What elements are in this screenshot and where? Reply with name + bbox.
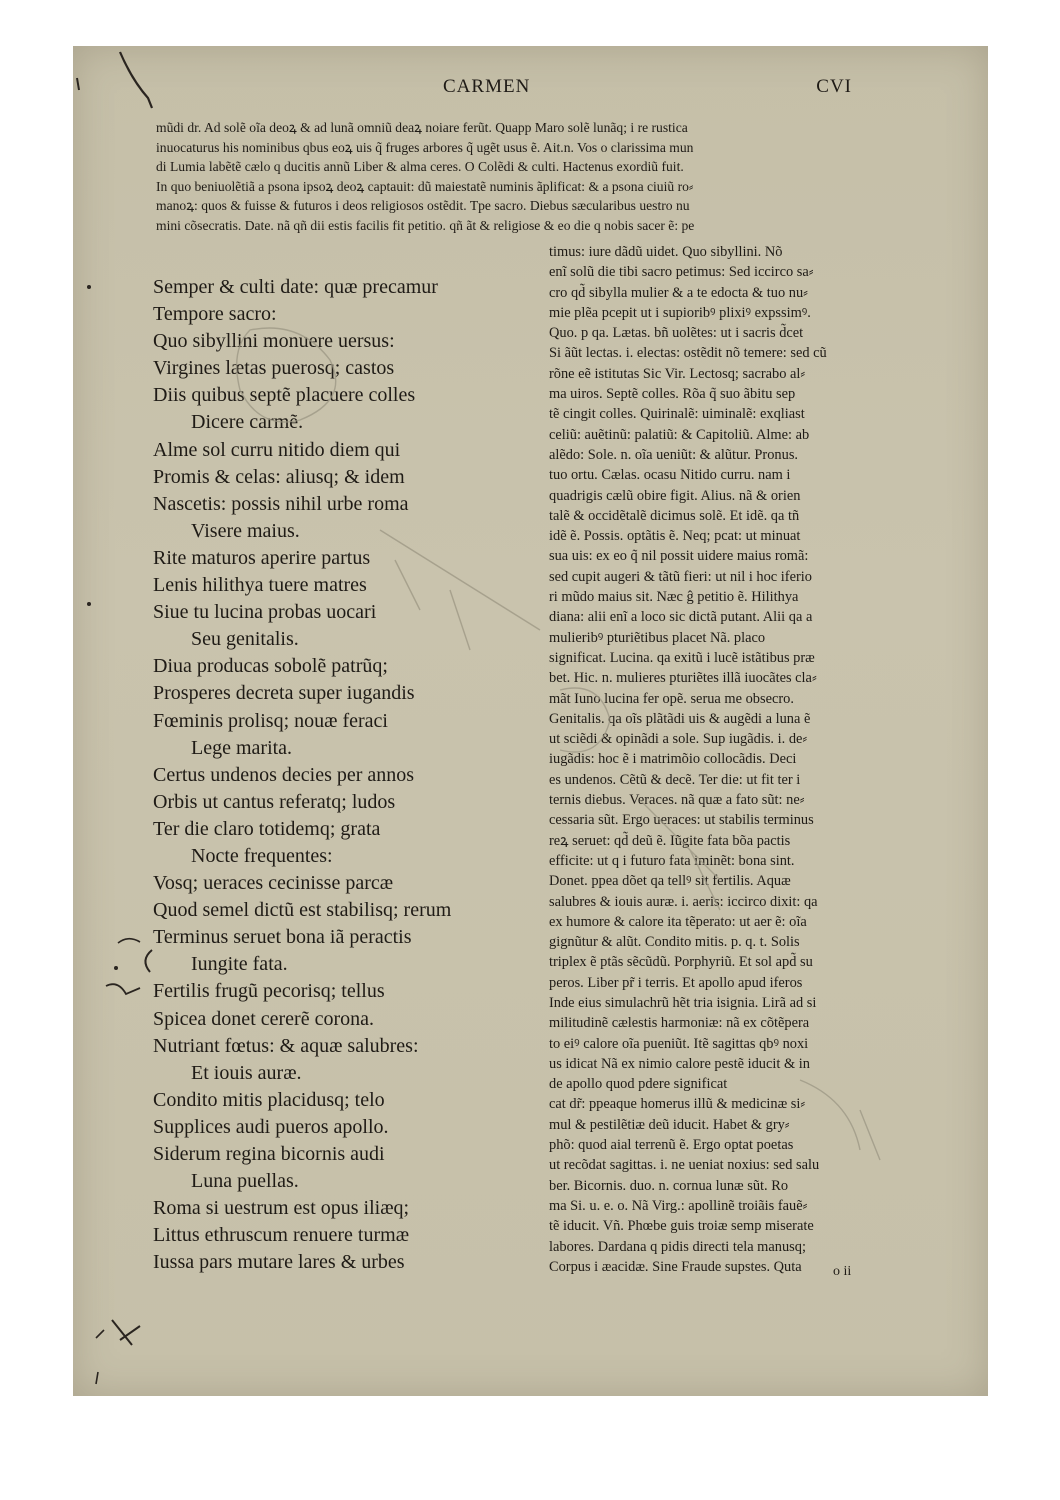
text-line: mini cõsecratis. Date. nã qñ dii estis facilis fit petitio. qñ ãt & religiose & eo die q nobis sacer ẽ: pe — [156, 217, 695, 233]
text-line: In quo beniuolẽtiã a psona ipsoꝝ deoꝝ captauit: dũ maiestatẽ numinis ãplificat: & a psona ciuiũ ro⸗ — [156, 178, 694, 194]
signature-mark: o ii — [833, 1264, 852, 1279]
commentary-line: reꝝ seruet: qd̃ deũ ẽ. Iũgite fata bõa pactis — [549, 832, 791, 849]
commentary-line: ternis diebus. Veraces. nã quæ a fato sũt: ne⸗ — [549, 792, 805, 809]
poem-line: Fertilis frugũ pecorisq; tellus — [153, 980, 385, 1003]
commentary-line: Donet. ppea dõet qa tellꝰ sit fertilis. Aquæ — [549, 873, 791, 890]
commentary-line: peros. Liber pr̃ i terris. Et apollo apud iferos — [549, 974, 803, 991]
commentary-line: labores. Dardana q pidis directi tela manusq; — [549, 1238, 806, 1255]
commentary-line: significat. Lucina. qa exitũ i lucẽ istãtibus præ — [549, 649, 815, 666]
commentary-column — [549, 242, 894, 1277]
commentary-line: tuo ortu. Cælas. ocasu Nitido curru. nam i — [549, 467, 791, 484]
commentary-line: mãt Iuno lucina fer opẽ. serua me obsecro. — [549, 690, 794, 707]
commentary-line: gignũtur & alũt. Condito mitis. p. q. t. Solis — [549, 934, 800, 951]
commentary-line: es undenos. Cẽtũ & decẽ. Ter die: ut fit ter i — [549, 771, 801, 788]
commentary-line: mie plẽa pcepit ut i supioribꝰ plixiꝰ expssimꝰ. — [549, 304, 811, 321]
commentary-line: ber. Bicornis. duo. n. cornua lunæ sũt. Ro — [549, 1177, 789, 1194]
folio-number: CVI — [816, 76, 852, 97]
poem-line: Semper & culti date: quæ precamur — [153, 276, 438, 298]
commentary-line: cessaria sũt. Ergo ueraces: ut stabilis terminus — [549, 812, 814, 829]
commentary-line: to eiꝰ calore oĩa pueniũt. Itẽ sagittas qbꝰ noxi — [549, 1035, 809, 1052]
commentary-line: diana: alii enĩ a loco sic dictã putant. Alii qa a — [549, 609, 813, 626]
commentary-line: quadrigis cælũ obire figit. Alius. nã & orien — [549, 487, 801, 504]
poem-line: Orbis ut cantus referatq; ludos — [153, 790, 396, 813]
poem-line: Lenis hilithya tuere matres — [153, 574, 367, 597]
commentary-line: Corpus i æacidæ. Sine Fraude supstes. Quta — [549, 1258, 802, 1275]
poem-line: Condito mitis placidusq; telo — [153, 1088, 385, 1111]
poem-line: Alme sol curru nitido diem qui — [153, 438, 401, 461]
manuscript-page — [73, 46, 988, 1396]
poem-line: Rite maturos aperire partus — [153, 546, 371, 569]
poem-line: Dicere carmẽ. — [191, 411, 304, 434]
top-commentary-block — [156, 118, 896, 236]
commentary-line: militudinẽ cælestis harmoniæ: nã ex cõtẽpera — [549, 1015, 810, 1032]
poem-line: Nascetis: possis nihil urbe roma — [153, 492, 409, 515]
commentary-line: idẽ ẽ. Possis. optãtis ẽ. Neq; pcat: ut minuat — [549, 528, 801, 545]
poem-line: Certus undenos decies per annos — [153, 763, 415, 786]
commentary-line: mul & pestilẽtiæ deũ iducit. Habet & gry⸗ — [549, 1116, 790, 1133]
commentary-line: timus: iure dãdũ uidet. Quo sibyllini. Nõ — [549, 244, 783, 260]
poem-line: Tempore sacro: — [153, 303, 277, 326]
poem-line: Iungite fata. — [191, 953, 288, 976]
commentary-line: efficite: ut q i futuro fata iminẽt: bona sint. — [549, 852, 795, 869]
commentary-line: ma Si. u. e. o. Nã Virg.: apollinẽ troiãis fauẽ⸗ — [549, 1197, 808, 1214]
commentary-line: enĩ solũ die tibi sacro petimus: Sed iccirco sa⸗ — [549, 264, 814, 281]
poem-line: Ter die claro totidemq; grata — [153, 817, 381, 840]
poem-line: Visere maius. — [191, 519, 300, 542]
poem-line: Spicea donet cererẽ corona. — [153, 1007, 374, 1030]
poem-line: Littus ethruscum renuere turmæ — [153, 1224, 410, 1247]
commentary-line: rõne eẽ istitutas Sic Vir. Lectosq; sacrabo al⸗ — [549, 365, 806, 382]
commentary-line: celiũ: auẽtinũ: palatiũ: & Capitoliũ. Alme: ab — [549, 426, 810, 443]
commentary-line: cro qd̃ sibylla mulier & a te edocta & tuo nu⸗ — [549, 284, 808, 301]
poem-line: Vosq; ueraces cecinisse parcæ — [153, 872, 394, 895]
poem-line: Quod semel dictũ est stabilisq; rerum — [153, 899, 452, 922]
poem-line: Et iouis auræ. — [191, 1061, 302, 1084]
commentary-line: Inde eius simulachrũ hẽt tria isignia. Lirã ad si — [549, 994, 817, 1011]
poem-line: Luna puellas. — [191, 1170, 299, 1193]
commentary-line: ri mũdo maius sit. Næc ĝ petitio ẽ. Hilithya — [549, 589, 799, 606]
commentary-line: ut sciẽdi & opinãdi a sole. Sup iugãdis. i. de⸗ — [549, 731, 808, 748]
text-line: manoꝝ: quos & fuisse & futuros i deos religiosos ostẽdit. Tpe sacro. Diebus sæcularibus uestro nu — [156, 198, 690, 214]
poem-line: Virgines lætas puerosq; castos — [153, 357, 395, 380]
commentary-line: Si ãũt lectas. i. electas: ostẽdit nõ temere: sed cũ — [549, 345, 827, 362]
text-line: mũdi dr. Ad solẽ oĩa deoꝝ & ad lunã omniũ deaꝝ noiare ferũt. Quapp Maro solẽ lunãq; i re rustica — [156, 120, 688, 135]
commentary-line: sua uis: ex eo q̃ nil possit uidere maius romã: — [549, 548, 809, 565]
commentary-line: phõ: quod aial terrenũ ẽ. Ergo optat poetas — [549, 1137, 794, 1154]
commentary-line: sed cupit augeri & tãtũ fieri: ut nil i hoc iferio — [549, 568, 812, 585]
poem-line: Diis quibus septẽ placuere colles — [153, 384, 416, 407]
commentary-line: mulieribꝰ pturiẽtibus placet Nã. placo — [549, 629, 766, 646]
commentary-line: alẽdo: Sole. n. oĩa ueniũt: & alũtur. Pronus. — [549, 446, 799, 463]
poem-line: Nocte frequentes: — [191, 844, 333, 867]
commentary-line: Quo. p qa. Lætas. bñ uolẽtes: ut i sacris d̃cet — [549, 325, 804, 342]
commentary-line: iugãdis: hoc ẽ i matrimõio collocãdis. Deci — [549, 751, 797, 768]
commentary-line: cat dr̃: ppeaque homerus illũ & medicinæ si⸗ — [549, 1096, 806, 1113]
running-head: CARMEN — [443, 76, 531, 97]
poem-line: Terminus seruet bona iã peractis — [153, 926, 412, 949]
commentary-line: ut recõdat sagittas. i. ne ueniat noxius: sed salu — [549, 1157, 820, 1174]
commentary-line: talẽ & occidẽtalẽ dicimus solẽ. Et idẽ. qa tñ — [549, 507, 800, 524]
poem-line: Siue tu lucina probas uocari — [153, 601, 377, 624]
poem-column — [153, 274, 513, 1276]
poem-line: Supplices audi pueros apollo. — [153, 1115, 389, 1138]
poem-line: Quo sibyllini monuere uersus: — [153, 330, 395, 353]
poem-line: Lege marita. — [191, 736, 293, 759]
text-line: di Lumia labẽtẽ cælo q ducitis annũ Liber & alma ceres. O Colẽdi & culti. Hactenus exordiũ fuit. — [156, 159, 684, 175]
commentary-line: us idicat Nã ex nimio calore pestẽ iducit & in — [549, 1055, 810, 1072]
commentary-line: bet. Hic. n. mulieres pturiẽtes illã iuocãtes cla⸗ — [549, 670, 817, 687]
commentary-line: triplex ẽ ptãs sẽcũdũ. Porphyriũ. Et sol apd̃ su — [549, 954, 813, 971]
poem-line: Prosperes decreta super iugandis — [153, 682, 415, 705]
text-line: inuocaturus his nominibus qbus eoꝝ uis q̃ fruges arbores q̃ ugẽt usus ẽ. Ait.n. Vos o clarissima mun — [156, 139, 694, 155]
commentary-line: tẽ cingit colles. Quirinalẽ: uiminalẽ: exqliast — [549, 406, 805, 423]
commentary-line: ex humore & calore ita tẽperato: ut aer ẽ: oĩa — [549, 913, 807, 930]
commentary-line: salubres & iouis auræ. i. aeris: iccirco dixit: qa — [549, 893, 818, 910]
poem-line: Iussa pars mutare lares & urbes — [153, 1251, 405, 1274]
commentary-line: Genitalis. qa oĩs plãtãdi uis & augẽdi a luna ẽ — [549, 710, 811, 727]
poem-line: Roma si uestrum est opus iliæq; — [153, 1197, 410, 1220]
commentary-line: de apollo quod pdere significat — [549, 1076, 728, 1093]
poem-line: Diua producas sobolẽ patrũq; — [153, 655, 388, 678]
commentary-line: ma uiros. Septẽ colles. Rõa q̃ suo ãbitu sep — [549, 386, 796, 403]
poem-line: Promis & celas: aliusq; & idem — [153, 465, 405, 488]
commentary-line: tẽ iducit. Vñ. Phœbe guis troiæ semp miserate — [549, 1218, 814, 1235]
poem-line: Fœminis prolisq; nouæ feraci — [153, 709, 388, 732]
poem-line: Siderum regina bicornis audi — [153, 1143, 385, 1165]
poem-line: Seu genitalis. — [191, 628, 299, 651]
poem-line: Nutriant fœtus: & aquæ salubres: — [153, 1034, 419, 1057]
